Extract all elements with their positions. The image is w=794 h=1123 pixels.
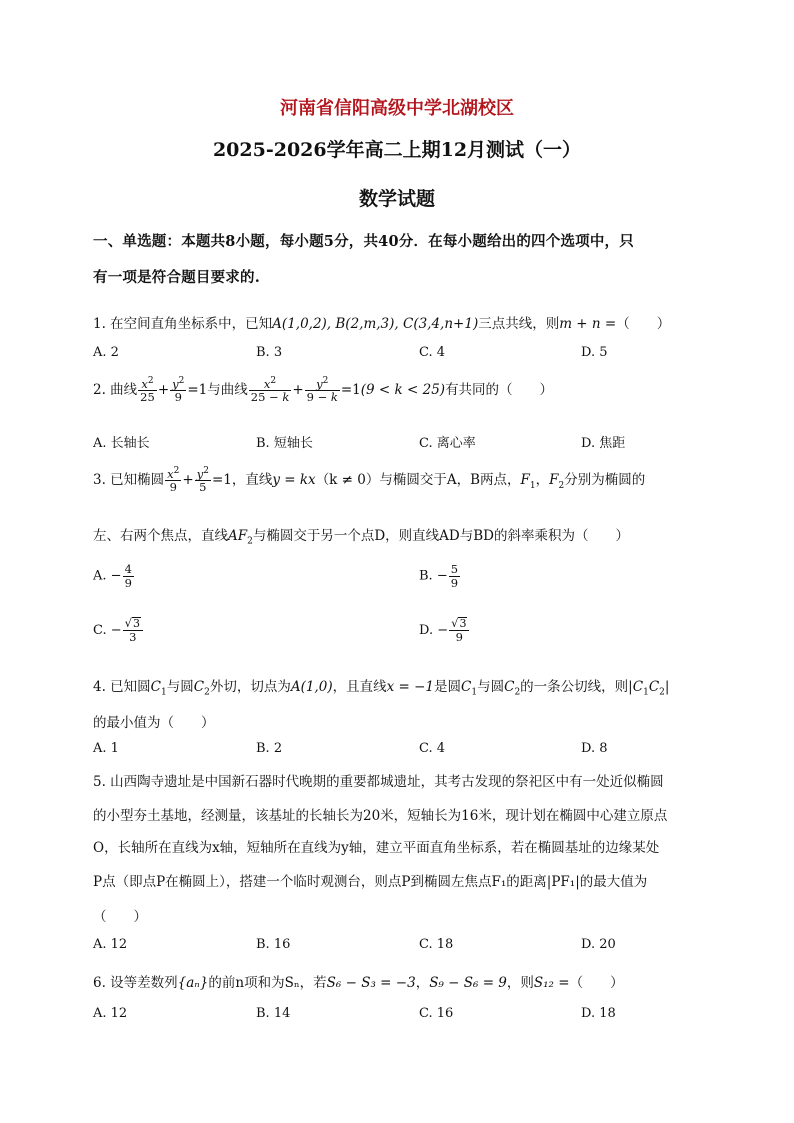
- q3-option-a: A. − $\frac{4}{9}$: [93, 562, 132, 590]
- question-4-line2: 的最小值为（ ）: [93, 715, 215, 731]
- q2-frac-x2: $\frac{x^2}{25 - k}$: [250, 376, 290, 405]
- question-4: 4. 已知圆$C_1$与圆$C_2$外切，切点为A(1,0)，且直线x = −1是圆$C_1$与圆$C_2$的一条公切线，则$|C_1C_2|$: [93, 679, 670, 698]
- question-5-line1: 5. 山西陶寺遗址是中国新石器时代晚期的重要都城遗址，其考古发现的祭祀区中有一处近似椭圆: [93, 774, 664, 790]
- question-5-line5: （ ）: [93, 909, 147, 925]
- q2-frac-y2: $\frac{y^2}{9 - k}$: [306, 376, 338, 405]
- q4-option-d: D. 8: [581, 741, 608, 756]
- section-instructions-line1: 一、单选题：本题共8小题，每小题5分，共40分．在每小题给出的四个选项中，只: [93, 233, 634, 250]
- q3-option-b: B. − $\frac{5}{9}$: [419, 562, 459, 590]
- q2-option-a: A. 长轴长: [93, 436, 150, 451]
- q6-option-c: C. 16: [419, 1006, 454, 1021]
- q6-option-a: A. 12: [93, 1006, 128, 1021]
- q1-option-a: A. 2: [93, 345, 119, 360]
- q2-frac-x: $\frac{x^2}{25}$: [140, 376, 155, 405]
- question-3-line2: 左、右两个焦点，直线$AF_2$与椭圆交于另一个点D，则直线AD与BD的斜率乘积为（ ）: [93, 528, 629, 547]
- q5-option-b: B. 16: [256, 937, 291, 952]
- q2-frac-y: $\frac{y^2}{9}$: [172, 376, 185, 405]
- school-name: 河南省信阳高级中学北湖校区: [280, 98, 514, 119]
- q4-option-a: A. 1: [93, 741, 119, 756]
- q6-option-b: B. 14: [256, 1006, 291, 1021]
- q5-option-d: D. 20: [581, 937, 616, 952]
- q1-expr: m + n =: [559, 316, 617, 332]
- q2-option-b: B. 短轴长: [256, 436, 313, 451]
- question-3: 3. 已知椭圆 $\frac{x^2}{9}$ + $\frac{y^2}{5}$ =1，直线y = kx（k ≠ 0）与椭圆交于A，B两点，$F_1$，$F_2$分别为椭圆的: [93, 466, 646, 495]
- q4-option-c: C. 4: [419, 741, 446, 756]
- question-1: 1. 在空间直角坐标系中，已知A(1,0,2), B(2,m,3), C(3,4,n+1)三点共线，则m + n =（ ）: [93, 316, 671, 332]
- question-2: 2. 曲线 $\frac{x^2}{25}$ + $\frac{y^2}{9}$ =1与曲线 $\frac{x^2}{25 - k}$ + $\frac{y^2}{9 - k}$ =1(9 < k < 25)有共同的（ ）: [93, 376, 554, 405]
- subject-title: 数学试题: [358, 188, 435, 210]
- q1-option-b: B. 3: [256, 345, 283, 360]
- q4-option-b: B. 2: [256, 741, 283, 756]
- q1-option-d: D. 5: [581, 345, 608, 360]
- q3-frac-x: $\frac{x^2}{9}$: [167, 466, 180, 495]
- q2-option-d: D. 焦距: [581, 436, 626, 451]
- question-6: 6. 设等差数列{aₙ}的前n项和为Sₙ，若S₆ − S₃ = −3，S₉ − S₆ = 9，则S₁₂ =（ ）: [93, 975, 624, 991]
- q2-option-c: C. 离心率: [419, 436, 476, 451]
- q6-option-d: D. 18: [581, 1006, 616, 1021]
- q3-option-d: D. − $\frac{√3}{9}$: [419, 617, 470, 644]
- question-5-line4: P点（即点P在椭圆上），搭建一个临时观测台，则点P到椭圆左焦点F₁的距离|PF₁|的最大值为: [93, 874, 648, 890]
- exam-title: 2025-2026学年高二上期12月测试（一）: [212, 139, 582, 161]
- q3-option-c: C. − $\frac{√3}{3}$: [93, 617, 144, 644]
- q3-frac-y: $\frac{y^2}{5}$: [196, 466, 209, 495]
- q1-option-c: C. 4: [419, 345, 446, 360]
- section-instructions-line2: 有一项是符合题目要求的.: [93, 269, 260, 286]
- q5-option-a: A. 12: [93, 937, 128, 952]
- question-5-line3: O，长轴所在直线为x轴，短轴所在直线为y轴，建立平面直角坐标系，若在椭圆基址的边缘某处: [93, 840, 660, 856]
- question-5-line2: 的小型夯土基地，经测量，该基址的长轴长为20米，短轴长为16米，现计划在椭圆中心建立原点: [93, 808, 668, 824]
- q5-option-c: C. 18: [419, 937, 454, 952]
- q1-points: A(1,0,2), B(2,m,3), C(3,4,n+1): [272, 316, 479, 332]
